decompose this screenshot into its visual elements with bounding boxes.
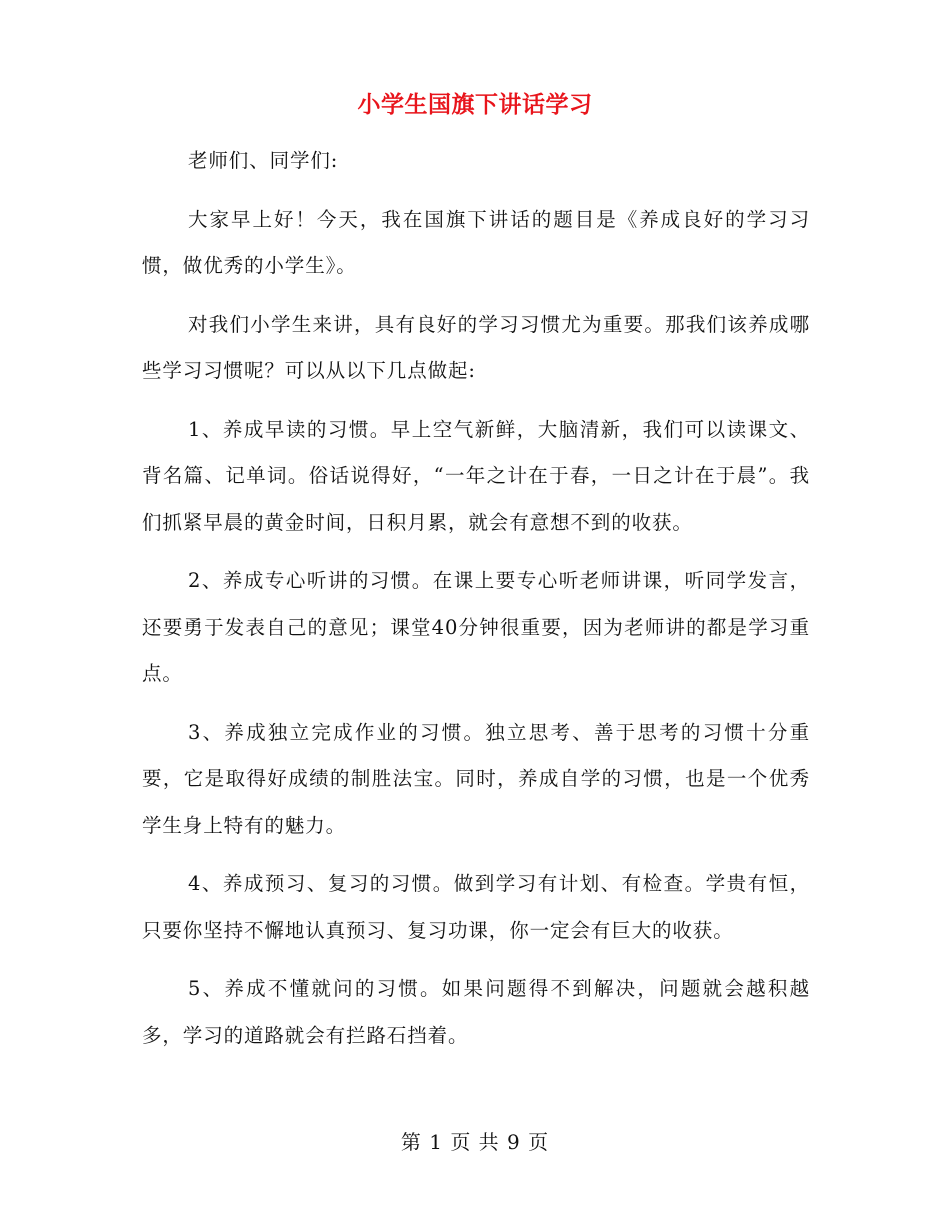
page-number-footer: 第 1 页 共 9 页: [400, 1130, 550, 1154]
document-title: 小学生国旗下讲话学习: [357, 91, 593, 118]
paragraph-greeting: 大家早上好！今天，我在国旗下讲话的题目是《养成良好的学习习惯，做优秀的小学生》。: [142, 207, 810, 277]
paragraph-intro: 对我们小学生来讲，具有良好的学习习惯尤为重要。那我们该养成哪些学习习惯呢？可以从以下几点做起:: [142, 312, 810, 382]
paragraph-point-2: 2、养成专心听讲的习惯。在课上要专心听老师讲课，听同学发言，还要勇于发表自己的意见；课堂40分钟很重要，因为老师讲的都是学习重点。: [142, 569, 810, 685]
paragraph-point-5: 5、养成不懂就问的习惯。如果问题得不到解决，问题就会越积越多，学习的道路就会有拦路石挡着。: [142, 977, 810, 1047]
document-body: [142, 138, 810, 1071]
paragraph-point-4: 4、养成预习、复习的习惯。做到学习有计划、有检查。学贵有恒，只要你坚持不懈地认真预习、复习功课，你一定会有巨大的收获。: [142, 872, 810, 942]
paragraph-point-3: 3、养成独立完成作业的习惯。独立思考、善于思考的习惯十分重要，它是取得好成绩的制胜法宝。同时，养成自学的习惯，也是一个优秀学生身上特有的魅力。: [142, 720, 810, 837]
paragraph-salutation: 老师们、同学们:: [188, 149, 339, 172]
paragraph-point-1: 1、养成早读的习惯。早上空气新鲜，大脑清新，我们可以读课文、背名篇、记单词。俗话说得好，“一年之计在于春，一日之计在于晨”。我们抓紧早晨的黄金时间，日积月累，就会有意想不到的收获。: [142, 417, 810, 534]
